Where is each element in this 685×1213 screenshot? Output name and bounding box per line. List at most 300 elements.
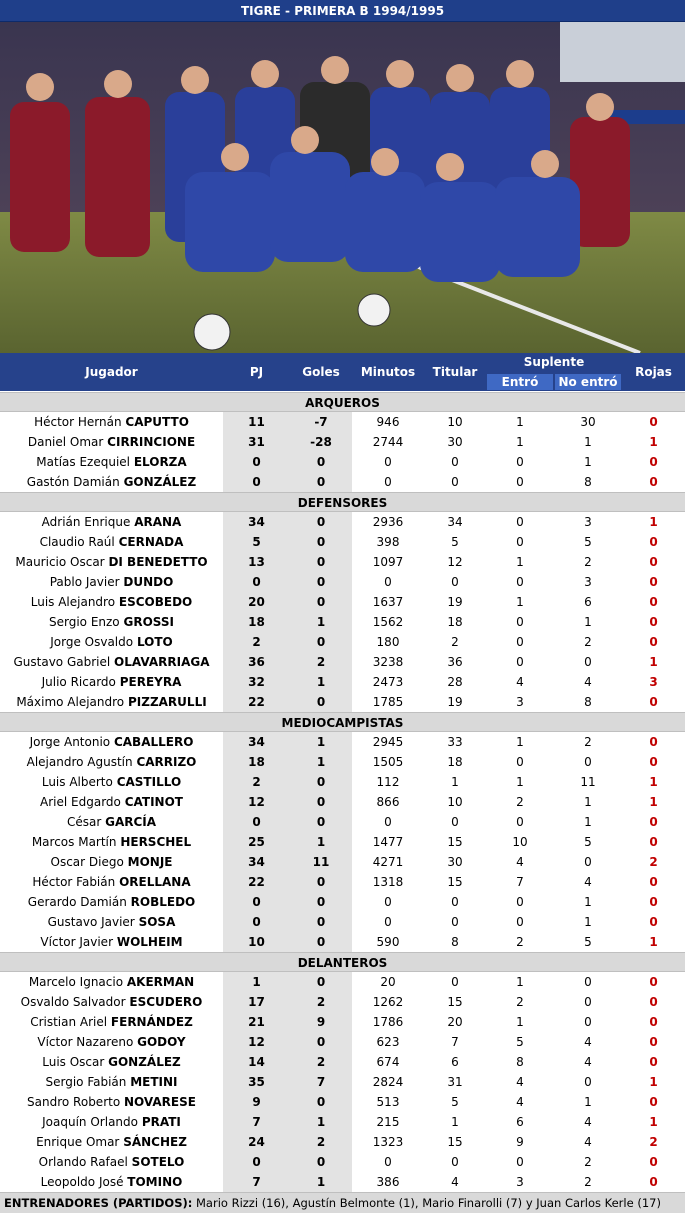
entro-cell: 0 — [516, 1155, 524, 1169]
rojas-cell: 1 — [649, 775, 658, 789]
pj-cell: 0 — [223, 452, 290, 472]
player-last-name: AKERMAN — [126, 975, 195, 989]
goles-cell: 0 — [290, 592, 352, 612]
rojas-cell: 0 — [649, 555, 658, 569]
player-name — [0, 912, 223, 932]
rojas-cell: 0 — [649, 735, 658, 749]
player-name — [0, 592, 223, 612]
no-entro-cell: 0 — [584, 1075, 592, 1089]
entro-cell: 0 — [516, 895, 524, 909]
player-last-name: ROBLEDO — [130, 895, 196, 909]
rojas-cell: 1 — [649, 935, 658, 949]
rojas-cell: 0 — [649, 815, 658, 829]
entro-cell: 1 — [516, 1015, 524, 1029]
player-first-name: Oscar Diego — [50, 855, 124, 869]
titular-cell: 0 — [451, 915, 459, 929]
goles-cell: 0 — [290, 692, 352, 712]
player-first-name: Sergio Enzo — [48, 615, 120, 629]
table-row — [0, 592, 685, 612]
minutos-cell: 0 — [384, 575, 392, 589]
player-last-name: GODOY — [137, 1035, 186, 1049]
goles-cell: 1 — [290, 1172, 352, 1192]
minutos-cell: 1323 — [372, 1135, 404, 1149]
player-first-name: Luis Alejandro — [30, 595, 116, 609]
player-first-name: Víctor Javier — [40, 935, 114, 949]
stats-table — [0, 392, 685, 1192]
minutos-cell: 2744 — [372, 435, 404, 449]
rojas-cell: 1 — [649, 795, 658, 809]
table-row — [0, 472, 685, 492]
player-last-name: ESCUDERO — [129, 995, 203, 1009]
entro-cell: 0 — [516, 615, 524, 629]
table-row — [0, 412, 685, 432]
no-entro-cell: 11 — [580, 775, 596, 789]
table-row — [0, 1012, 685, 1032]
player-last-name: CERNADA — [118, 535, 184, 549]
goles-cell: -28 — [290, 432, 352, 452]
table-row — [0, 792, 685, 812]
player-name — [0, 732, 223, 752]
titular-cell: 0 — [451, 1155, 459, 1169]
rojas-cell: 0 — [649, 455, 658, 469]
table-row — [0, 612, 685, 632]
minutos-cell: 513 — [376, 1095, 400, 1109]
table-row — [0, 892, 685, 912]
table-row — [0, 992, 685, 1012]
goles-cell: 0 — [290, 1152, 352, 1172]
entro-cell: 1 — [516, 435, 524, 449]
player-last-name: TOMINO — [127, 1175, 183, 1189]
player-name — [0, 1052, 223, 1072]
titular-cell: 5 — [451, 1095, 459, 1109]
player-name — [0, 1132, 223, 1152]
minutos-cell: 1318 — [372, 875, 404, 889]
goles-cell: 0 — [290, 512, 352, 532]
player-last-name: FERNÁNDEZ — [110, 1015, 193, 1029]
goles-cell: 0 — [290, 772, 352, 792]
rojas-cell: 0 — [649, 595, 658, 609]
player-last-name: GARCÍA — [105, 815, 157, 829]
goles-cell: 0 — [290, 972, 352, 992]
titular-cell: 19 — [447, 695, 463, 709]
entro-cell: 0 — [516, 635, 524, 649]
minutos-cell: 1562 — [372, 615, 404, 629]
player-first-name: Gerardo Damián — [27, 895, 127, 909]
table-row — [0, 552, 685, 572]
no-entro-cell: 4 — [584, 1115, 592, 1129]
no-entro-cell: 0 — [584, 995, 592, 1009]
player-name — [0, 432, 223, 452]
titular-cell: 0 — [451, 475, 459, 489]
player-last-name: GONZÁLEZ — [108, 1055, 181, 1069]
table-row — [0, 832, 685, 852]
titular-cell: 20 — [447, 1015, 463, 1029]
table-row — [0, 972, 685, 992]
header-jugador: Jugador — [85, 365, 138, 379]
pj-cell: 11 — [223, 412, 290, 432]
player-first-name: Jorge Osvaldo — [50, 635, 134, 649]
entro-cell: 4 — [516, 1075, 524, 1089]
table-row — [0, 1132, 685, 1152]
player-name — [0, 1092, 223, 1112]
player-first-name: Matías Ezequiel — [36, 455, 130, 469]
rojas-cell: 3 — [649, 675, 658, 689]
titular-cell: 0 — [451, 815, 459, 829]
entro-cell: 0 — [516, 455, 524, 469]
minutos-cell: 866 — [376, 795, 400, 809]
titular-cell: 1 — [451, 1115, 459, 1129]
player-name — [0, 1012, 223, 1032]
no-entro-cell: 8 — [584, 695, 592, 709]
player-name — [0, 772, 223, 792]
rojas-cell: 0 — [649, 535, 658, 549]
pj-cell: 18 — [223, 752, 290, 772]
player-name — [0, 1112, 223, 1132]
player-first-name: César — [66, 815, 102, 829]
titular-cell: 10 — [447, 795, 463, 809]
pj-cell: 7 — [223, 1172, 290, 1192]
no-entro-cell: 30 — [580, 415, 596, 429]
player-last-name: GROSSI — [123, 615, 174, 629]
player-first-name: Sergio Fabián — [45, 1075, 127, 1089]
player-name — [0, 852, 223, 872]
titular-cell: 34 — [447, 515, 463, 529]
player-last-name: MONJE — [127, 855, 173, 869]
header-titular: Titular — [432, 365, 478, 379]
table-row — [0, 672, 685, 692]
goles-cell: 0 — [290, 1032, 352, 1052]
goles-cell: 11 — [290, 852, 352, 872]
no-entro-cell: 6 — [584, 595, 592, 609]
entro-cell: 0 — [516, 815, 524, 829]
rojas-cell: 0 — [649, 995, 658, 1009]
pj-cell: 24 — [223, 1132, 290, 1152]
player-last-name: CASTILLO — [116, 775, 182, 789]
rojas-cell: 1 — [649, 1115, 658, 1129]
player-first-name: Gustavo Gabriel — [13, 655, 111, 669]
entro-cell: 1 — [516, 975, 524, 989]
pj-cell: 2 — [223, 632, 290, 652]
minutos-cell: 0 — [384, 455, 392, 469]
goles-cell: 1 — [290, 752, 352, 772]
player-first-name: Daniel Omar — [27, 435, 104, 449]
player-last-name: HERSCHEL — [120, 835, 192, 849]
section-header: DEFENSORES — [0, 492, 685, 512]
header-suplente: Suplente — [523, 355, 585, 369]
player-first-name: Héctor Hernán — [34, 415, 122, 429]
entro-cell: 7 — [516, 875, 524, 889]
no-entro-cell: 0 — [584, 1015, 592, 1029]
no-entro-cell: 0 — [584, 855, 592, 869]
goles-cell: 1 — [290, 1112, 352, 1132]
player-name — [0, 812, 223, 832]
entro-cell: 6 — [516, 1115, 524, 1129]
entro-cell: 0 — [516, 755, 524, 769]
player-last-name: CARRIZO — [136, 755, 197, 769]
goles-cell: 0 — [290, 912, 352, 932]
table-row — [0, 772, 685, 792]
section-header: MEDIOCAMPISTAS — [0, 712, 685, 732]
minutos-cell: 398 — [376, 535, 400, 549]
table-row — [0, 652, 685, 672]
titular-cell: 18 — [447, 755, 463, 769]
minutos-cell: 20 — [380, 975, 396, 989]
entro-cell: 1 — [516, 415, 524, 429]
rojas-cell: 1 — [649, 515, 658, 529]
pj-cell: 12 — [223, 1032, 290, 1052]
titular-cell: 15 — [447, 835, 463, 849]
player-last-name: OLAVARRIAGA — [114, 655, 210, 669]
player-first-name: Claudio Raúl — [39, 535, 115, 549]
section-header: DELANTEROS — [0, 952, 685, 972]
table-row — [0, 1072, 685, 1092]
entro-cell: 0 — [516, 655, 524, 669]
rojas-cell: 0 — [649, 695, 658, 709]
no-entro-cell: 0 — [584, 755, 592, 769]
goles-cell: 0 — [290, 872, 352, 892]
goles-cell: 0 — [290, 552, 352, 572]
player-name — [0, 1152, 223, 1172]
pj-cell: 31 — [223, 432, 290, 452]
rojas-cell: 0 — [649, 1175, 658, 1189]
minutos-cell: 1786 — [372, 1015, 404, 1029]
titular-cell: 4 — [451, 1175, 459, 1189]
minutos-cell: 0 — [384, 1155, 392, 1169]
no-entro-cell: 2 — [584, 555, 592, 569]
minutos-cell: 215 — [376, 1115, 400, 1129]
minutos-cell: 1637 — [372, 595, 404, 609]
titular-cell: 30 — [447, 435, 463, 449]
table-row — [0, 1112, 685, 1132]
pj-cell: 2 — [223, 772, 290, 792]
table-header — [0, 353, 685, 391]
player-last-name: SOSA — [138, 915, 176, 929]
titular-cell: 28 — [447, 675, 463, 689]
minutos-cell: 4271 — [372, 855, 404, 869]
table-row — [0, 432, 685, 452]
titular-cell: 31 — [447, 1075, 463, 1089]
entro-cell: 9 — [516, 1135, 524, 1149]
rojas-cell: 0 — [649, 835, 658, 849]
table-row — [0, 752, 685, 772]
player-name — [0, 1172, 223, 1192]
rojas-cell: 0 — [649, 1095, 658, 1109]
player-name — [0, 472, 223, 492]
rojas-cell: 0 — [649, 895, 658, 909]
player-name — [0, 632, 223, 652]
no-entro-cell: 4 — [584, 875, 592, 889]
no-entro-cell: 0 — [584, 975, 592, 989]
player-last-name: ORELLANA — [119, 875, 191, 889]
player-name — [0, 692, 223, 712]
titular-cell: 19 — [447, 595, 463, 609]
player-name — [0, 792, 223, 812]
player-name — [0, 832, 223, 852]
minutos-cell: 0 — [384, 895, 392, 909]
team-photo — [0, 22, 685, 353]
pj-cell: 0 — [223, 892, 290, 912]
player-name — [0, 532, 223, 552]
minutos-cell: 674 — [376, 1055, 400, 1069]
titular-cell: 15 — [447, 1135, 463, 1149]
pj-cell: 0 — [223, 812, 290, 832]
no-entro-cell: 1 — [584, 915, 592, 929]
pj-cell: 20 — [223, 592, 290, 612]
no-entro-cell: 3 — [584, 575, 592, 589]
minutos-cell: 0 — [384, 475, 392, 489]
minutos-cell: 3238 — [372, 655, 404, 669]
minutos-cell: 2824 — [372, 1075, 404, 1089]
minutos-cell: 112 — [376, 775, 400, 789]
header-entro: Entró — [487, 374, 553, 390]
goles-cell: 1 — [290, 612, 352, 632]
player-name — [0, 652, 223, 672]
no-entro-cell: 2 — [584, 735, 592, 749]
pj-cell: 12 — [223, 792, 290, 812]
entro-cell: 5 — [516, 1035, 524, 1049]
titular-cell: 18 — [447, 615, 463, 629]
titular-cell: 8 — [451, 935, 459, 949]
player-last-name: ELORZA — [133, 455, 187, 469]
player-last-name: LOTO — [136, 635, 173, 649]
table-row — [0, 912, 685, 932]
table-row — [0, 1052, 685, 1072]
no-entro-cell: 4 — [584, 1135, 592, 1149]
entro-cell: 0 — [516, 915, 524, 929]
rojas-cell: 2 — [649, 855, 658, 869]
titular-cell: 15 — [447, 875, 463, 889]
pj-cell: 21 — [223, 1012, 290, 1032]
minutos-cell: 0 — [384, 915, 392, 929]
rojas-cell: 0 — [649, 975, 658, 989]
table-row — [0, 1172, 685, 1192]
titular-cell: 0 — [451, 455, 459, 469]
rojas-cell: 0 — [649, 1155, 658, 1169]
goles-cell: 1 — [290, 672, 352, 692]
player-first-name: Joaquín Orlando — [42, 1115, 138, 1129]
no-entro-cell: 4 — [584, 1055, 592, 1069]
rojas-cell: 1 — [649, 435, 658, 449]
table-row — [0, 532, 685, 552]
player-last-name: SOTELO — [131, 1155, 185, 1169]
no-entro-cell: 1 — [584, 1095, 592, 1109]
entro-cell: 4 — [516, 855, 524, 869]
table-row — [0, 632, 685, 652]
pj-cell: 9 — [223, 1092, 290, 1112]
goles-cell: 0 — [290, 892, 352, 912]
player-first-name: Cristian Ariel — [30, 1015, 108, 1029]
table-row — [0, 452, 685, 472]
player-last-name: PRATI — [141, 1115, 181, 1129]
player-name — [0, 612, 223, 632]
entro-cell: 1 — [516, 735, 524, 749]
titular-cell: 0 — [451, 975, 459, 989]
no-entro-cell: 1 — [584, 615, 592, 629]
goles-cell: 0 — [290, 792, 352, 812]
goles-cell: 2 — [290, 652, 352, 672]
minutos-cell: 623 — [376, 1035, 400, 1049]
player-last-name: ESCOBEDO — [118, 595, 193, 609]
player-first-name: Ariel Edgardo — [40, 795, 121, 809]
pj-cell: 0 — [223, 1152, 290, 1172]
pj-cell: 36 — [223, 652, 290, 672]
entro-cell: 3 — [516, 695, 524, 709]
no-entro-cell: 3 — [584, 515, 592, 529]
table-row — [0, 1032, 685, 1052]
player-first-name: Orlando Rafael — [38, 1155, 128, 1169]
player-first-name: Osvaldo Salvador — [20, 995, 126, 1009]
goles-cell: 2 — [290, 992, 352, 1012]
no-entro-cell: 1 — [584, 455, 592, 469]
minutos-cell: 1097 — [372, 555, 404, 569]
table-row — [0, 932, 685, 952]
minutos-cell: 180 — [376, 635, 400, 649]
entro-cell: 0 — [516, 515, 524, 529]
goles-cell: 0 — [290, 932, 352, 952]
rojas-cell: 0 — [649, 615, 658, 629]
goles-cell: 1 — [290, 832, 352, 852]
table-row — [0, 852, 685, 872]
player-name — [0, 1072, 223, 1092]
pj-cell: 0 — [223, 472, 290, 492]
pj-cell: 35 — [223, 1072, 290, 1092]
pj-cell: 7 — [223, 1112, 290, 1132]
no-entro-cell: 1 — [584, 435, 592, 449]
no-entro-cell: 5 — [584, 835, 592, 849]
minutos-cell: 2473 — [372, 675, 404, 689]
pj-cell: 17 — [223, 992, 290, 1012]
titular-cell: 36 — [447, 655, 463, 669]
player-last-name: CIRRINCIONE — [107, 435, 196, 449]
pj-cell: 18 — [223, 612, 290, 632]
player-first-name: Gustavo Javier — [47, 915, 135, 929]
goles-cell: 0 — [290, 632, 352, 652]
pj-cell: 13 — [223, 552, 290, 572]
entro-cell: 10 — [512, 835, 528, 849]
titular-cell: 30 — [447, 855, 463, 869]
coaches-label: ENTRENADORES (PARTIDOS): — [4, 1196, 193, 1210]
table-row — [0, 572, 685, 592]
player-name — [0, 512, 223, 532]
player-last-name: SÁNCHEZ — [123, 1135, 187, 1149]
minutos-cell: 2936 — [372, 515, 404, 529]
player-last-name: CATINOT — [124, 795, 183, 809]
player-first-name: Adrián Enrique — [41, 515, 131, 529]
titular-cell: 0 — [451, 895, 459, 909]
goles-cell: 2 — [290, 1132, 352, 1152]
entro-cell: 2 — [516, 795, 524, 809]
entro-cell: 1 — [516, 595, 524, 609]
no-entro-cell: 1 — [584, 795, 592, 809]
player-first-name: Máximo Alejandro — [16, 695, 125, 709]
pj-cell: 0 — [223, 912, 290, 932]
minutos-cell: 946 — [376, 415, 400, 429]
minutos-cell: 386 — [376, 1175, 400, 1189]
pj-cell: 34 — [223, 852, 290, 872]
entro-cell: 0 — [516, 575, 524, 589]
player-name — [0, 992, 223, 1012]
player-first-name: Julio Ricardo — [41, 675, 116, 689]
section-header: ARQUEROS — [0, 392, 685, 412]
goles-cell: 1 — [290, 732, 352, 752]
header-rojas: Rojas — [635, 365, 672, 379]
minutos-cell: 590 — [376, 935, 400, 949]
minutos-cell: 1477 — [372, 835, 404, 849]
pj-cell: 25 — [223, 832, 290, 852]
table-row — [0, 732, 685, 752]
header-pj: PJ — [249, 365, 264, 379]
goles-cell: 0 — [290, 452, 352, 472]
